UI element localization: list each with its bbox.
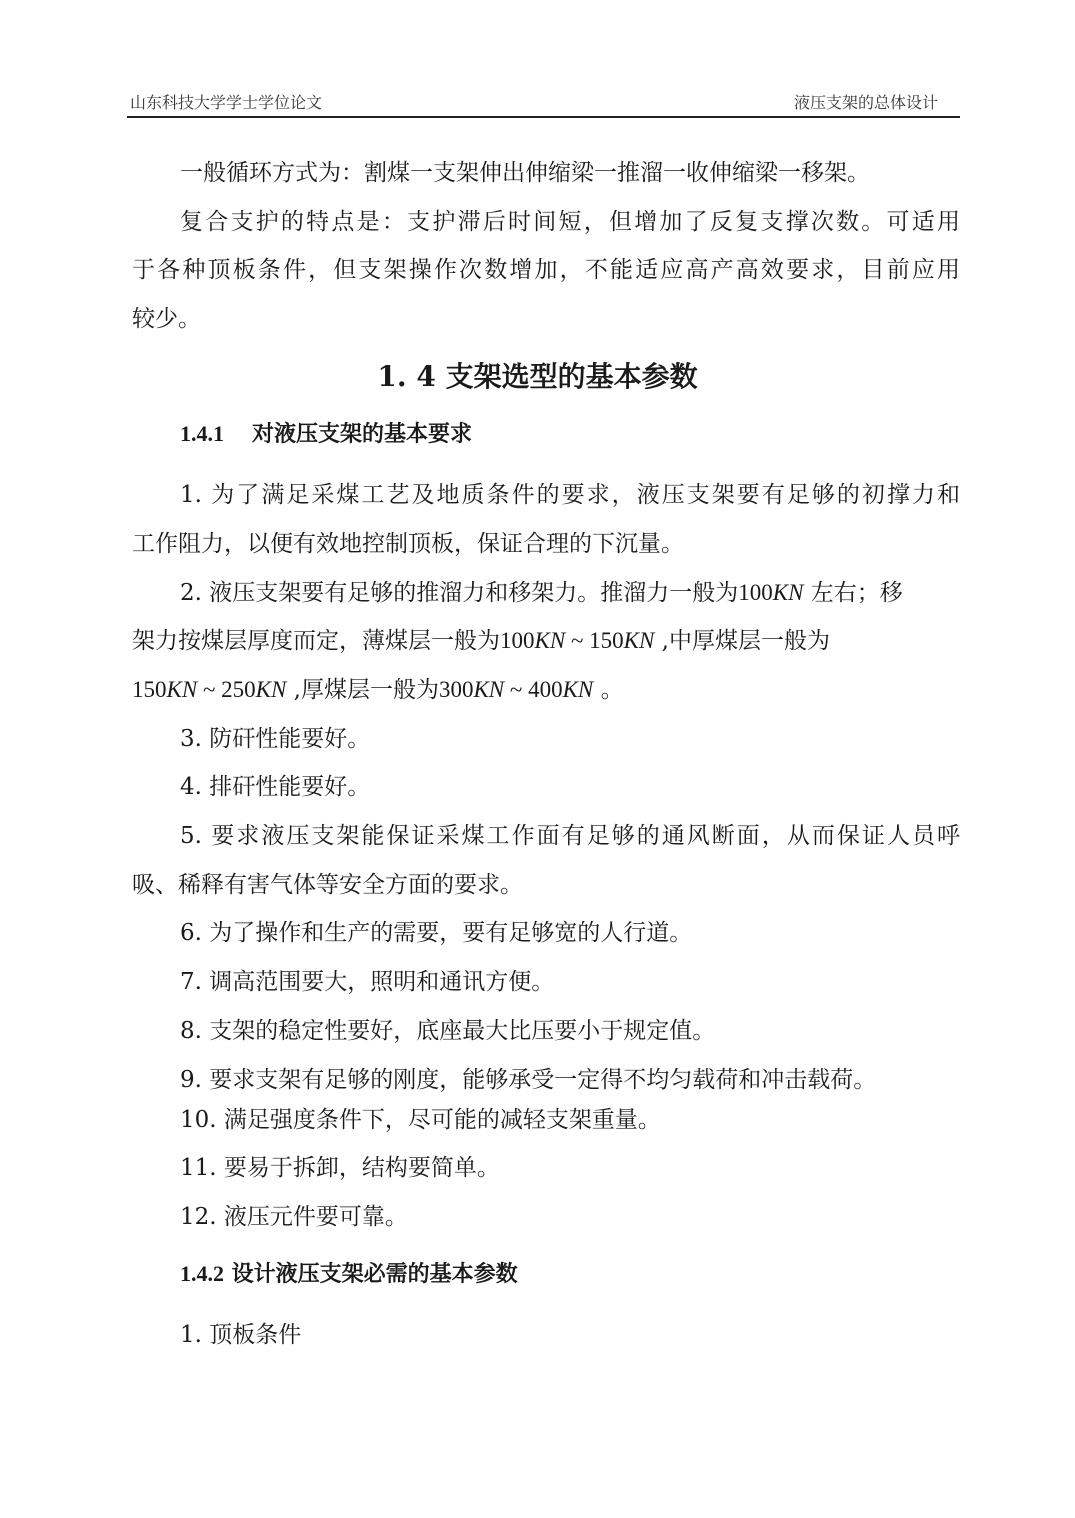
paragraph-features-line-3: 较少。 (132, 306, 201, 332)
item-2-line-3 (132, 675, 960, 705)
item-2-thick-seam-text: ,厚煤层一般为 (286, 677, 439, 703)
item-5-line-2: 吸、稀释有害气体等安全方面的要求。 (132, 872, 523, 898)
push-force-value: 100 (738, 580, 773, 605)
item-9: 9. 要求支架有足够的刚度，能够承受一定得不均匀载荷和冲击载荷。 (180, 1067, 877, 1093)
range-tilde: ~ (565, 628, 590, 653)
item-8: 8. 支架的稳定性要好，底座最大比压要小于规定值。 (180, 1018, 716, 1044)
thin-seam-min: 100 (500, 628, 535, 653)
thick-seam-min: 300 (438, 677, 474, 702)
paragraph-features-line-2: 于各种顶板条件，但支架操作次数增加，不能适应高产高效要求，目前应用 (132, 257, 960, 283)
item-7: 7. 调高范围要大，照明和通讯方便。 (180, 969, 555, 995)
item-12: 12. 液压元件要可靠。 (180, 1204, 408, 1230)
item-11: 11. 要易于拆卸，结构要简单。 (180, 1155, 500, 1181)
range-tilde: ~ (197, 677, 222, 702)
paragraph-features-line-1: 复合支护的特点是：支护滞后时间短，但增加了反复支撑次数。可适用 (180, 209, 960, 235)
item-1-line-1: 1. 为了满足采煤工艺及地质条件的要求，液压支架要有足够的初撑力和 (180, 482, 960, 508)
header-right: 液压支架的总体设计 (793, 93, 938, 112)
subsection-heading-1-4-2 (180, 1260, 518, 1288)
item-2-text: 2. 液压支架要有足够的推溜力和移架力。推溜力一般为 (180, 580, 739, 606)
thin-seam-max: 150 (589, 628, 624, 653)
unit-kn: KN (534, 628, 566, 653)
thick-seam-max: 400 (528, 677, 563, 702)
item-2-text-end: 左右；移 (803, 580, 903, 606)
section-title: 1. 4 支架选型的基本参数 (377, 360, 698, 393)
item-1-line-2: 工作阻力，以便有效地控制顶板，保证合理的下沉量。 (132, 531, 684, 557)
item-6: 6. 为了操作和生产的需要，要有足够宽的人行道。 (180, 920, 693, 946)
item-2-line-2 (132, 626, 960, 656)
paragraph-cycle: 一般循环方式为：割煤一支架伸出伸缩梁一推溜一收伸缩梁一移架。 (180, 160, 870, 186)
item-2-line-1 (180, 578, 960, 608)
subsection-title: 设计液压支架必需的基本参数 (231, 1261, 518, 1287)
item-2-thin-seam-text: 架力按煤层厚度而定，薄煤层一般为 (132, 628, 500, 654)
header-left: 山东科技大学学士学位论文 (130, 93, 323, 112)
item-2-medium-seam-text: ,中厚煤层一般为 (654, 628, 830, 654)
medium-seam-max: 250 (221, 677, 256, 702)
unit-kn: KN (473, 677, 505, 702)
item-3: 3. 防矸性能要好。 (180, 726, 371, 752)
unit-kn: KN (166, 677, 198, 702)
range-tilde: ~ (504, 677, 529, 702)
subsection-number: 1.4.2 (180, 1261, 224, 1286)
unit-kn: KN (562, 677, 594, 702)
param-1: 1. 顶板条件 (180, 1322, 302, 1348)
subsection-title: 对液压支架的基本要求 (252, 421, 473, 447)
page-header (127, 90, 960, 118)
unit-kn: KN (623, 628, 655, 653)
unit-kn: KN (255, 677, 287, 702)
item-10: 10. 满足强度条件下，尽可能的减轻支架重量。 (180, 1107, 661, 1133)
item-2-end: 。 (593, 677, 624, 703)
unit-kn: KN (772, 580, 804, 605)
medium-seam-min: 150 (132, 677, 167, 702)
item-4: 4. 排矸性能要好。 (180, 774, 371, 800)
subsection-heading-1-4-1 (180, 420, 472, 448)
subsection-number: 1.4.1 (180, 421, 224, 446)
item-5-line-1: 5. 要求液压支架能保证采煤工作面有足够的通风断面，从而保证人员呼 (180, 823, 960, 849)
